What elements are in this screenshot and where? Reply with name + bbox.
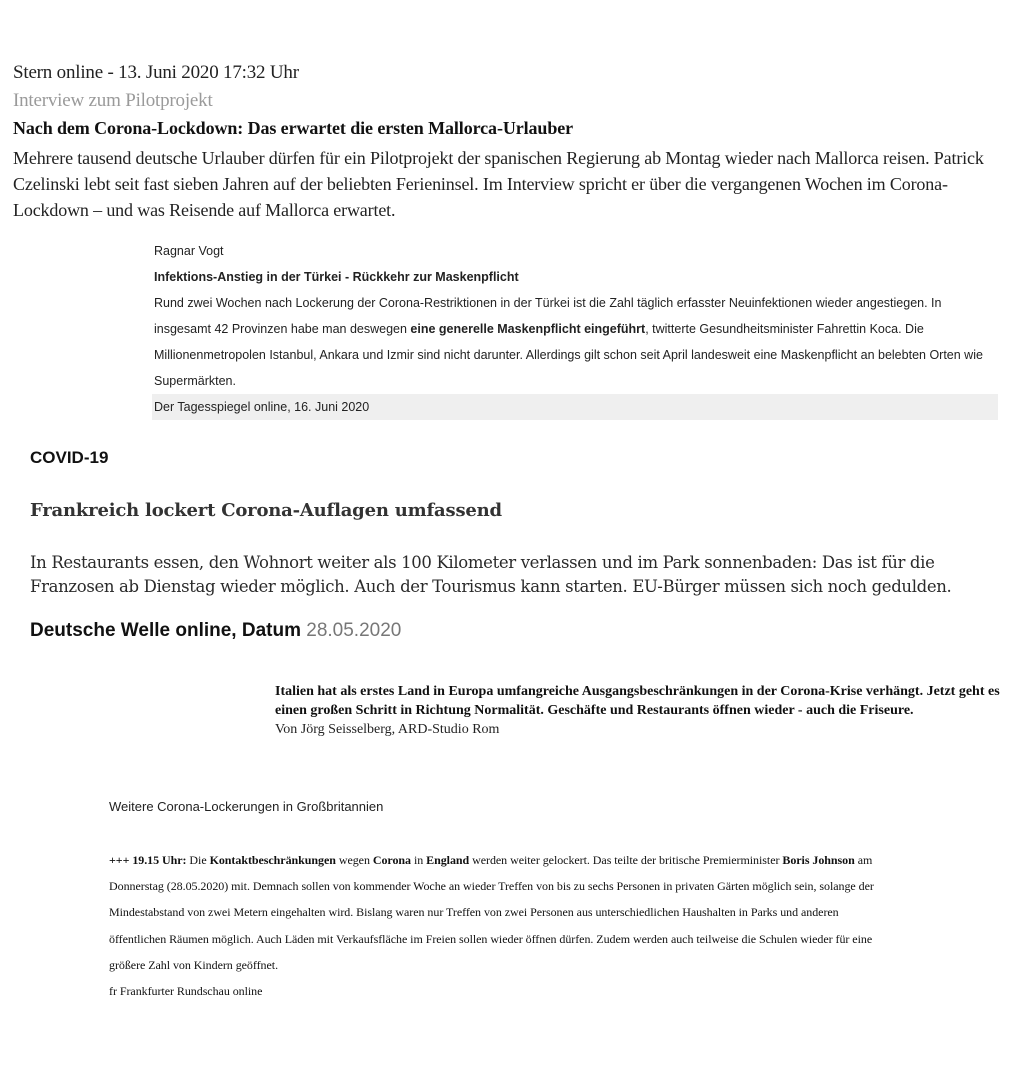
- fr-text-5: am Donnerstag (28.05.2020) mit. Demnach sollen von kommender Woche an wieder Treffen von bis zu sechs Personen in privaten Gärten möglich sein, solange der Mindestabstand von zwei Metern eingehalten wird. Bislang waren nur Treffen von zwei Personen aus unterschiedlichen Haushalten in Parks und anderen öffentlichen Räumen möglich. Auch Läden mit Verkaufsfläche im Freien sollen wieder öffnen dürfen. Zudem werden auch teilweise die Schulen wieder für eine größere Zahl von Kindern geöffnet.: [109, 853, 874, 972]
- stern-headline: Nach dem Corona-Lockdown: Das erwartet die ersten Mallorca-Urlauber: [13, 118, 574, 138]
- fr-bold-2: Corona: [372, 853, 412, 867]
- tagesspiegel-article: [152, 238, 998, 420]
- ard-article: [275, 682, 1015, 739]
- ard-teaser: Italien hat als erstes Land in Europa umfangreiche Ausgangsbeschränkungen in der Corona-Krise verhängt. Jetzt geht es einen großen Schritt in Richtung Normalität. Geschäfte und Restaurants öffnen wieder - auch die Friseure.: [275, 684, 1000, 718]
- fr-bold-4: Boris Johnson: [782, 853, 855, 867]
- fr-title: Weitere Corona-Lockerungen in Großbritannien: [109, 799, 384, 814]
- tagesspiegel-body-strong: eine generelle Maskenpflicht eingeführt: [410, 322, 646, 336]
- dw-source-date: 28.05.2020: [306, 620, 402, 641]
- stern-teaser-part2: . Im Interview spricht er über die vergangenen Wochen im Corona-Lockdown – und was Reisende auf Mallorca erwartet.: [13, 174, 948, 220]
- dw-teaser: In Restaurants essen, den Wohnort weiter als 100 Kilometer verlassen und im Park sonnenbaden: Das ist für die Franzosen ab Dienstag wieder möglich. Auch der Tourismus kann starten. EU-Bürger müssen sich noch gedulden.: [30, 553, 952, 596]
- dw-source-line: [30, 620, 401, 642]
- tagesspiegel-headline: Infektions-Anstieg in der Türkei - Rückkehr zur Maskenpflicht: [154, 270, 519, 284]
- tagesspiegel-author: Ragnar Vogt: [154, 244, 224, 258]
- fr-text-4: werden weiter gelockert. Das teilte der britische Premierminister: [469, 853, 783, 867]
- fr-bold-3: England: [426, 853, 470, 867]
- stern-source-line: Stern online - 13. Juni 2020 17:32 Uhr: [13, 62, 299, 83]
- fr-source: fr Frankfurter Rundschau online: [109, 984, 263, 999]
- fr-bold-1: Kontaktbeschränkungen: [209, 853, 336, 867]
- fr-body: [109, 847, 889, 1004]
- stern-teaser-emphasis: auf der beliebten Ferieninsel: [273, 174, 475, 194]
- stern-teaser-part1: Mehrere tausend deutsche Urlauber dürfen für ein Pilotprojekt der spanischen Regierung ab Montag wieder nach Mallorca reisen. Patrick Czelinski lebt seit fast sieben Jahren: [13, 148, 984, 194]
- stern-teaser: [13, 145, 1013, 223]
- ard-author: Von Jörg Seisselberg, ARD-Studio Rom: [275, 722, 500, 737]
- stern-kicker: Interview zum Pilotprojekt: [13, 90, 213, 111]
- tagesspiegel-body: [152, 290, 998, 394]
- fr-timestamp: +++ 19.15 Uhr:: [109, 853, 187, 867]
- fr-text-1: Die: [186, 853, 210, 867]
- fr-text-2: wegen: [335, 853, 373, 867]
- dw-headline: Frankreich lockert Corona-Auflagen umfassend: [30, 500, 502, 521]
- tagesspiegel-body-part2: , twitterte Gesundheitsminister Fahrettin Koca. Die Millionenmetropolen Istanbul, Ankara und Izmir sind nicht darunter. Allerdings gilt schon seit April landesweit eine Maskenpflicht an belebten Orten wie Supermärkten.: [154, 322, 983, 388]
- dw-topic-tag: COVID-19: [30, 448, 109, 467]
- tagesspiegel-source: Der Tagesspiegel online, 16. Juni 2020: [152, 394, 998, 420]
- dw-source-label: Deutsche Welle online, Datum: [30, 620, 301, 641]
- fr-text-3: in: [411, 853, 427, 867]
- tagesspiegel-body-part1: Rund zwei Wochen nach Lockerung der Corona-Restriktionen in der Türkei ist die Zahl täglich erfasster Neuinfektionen wieder angestiegen. In insgesamt 42 Provinzen habe man deswegen: [154, 296, 942, 336]
